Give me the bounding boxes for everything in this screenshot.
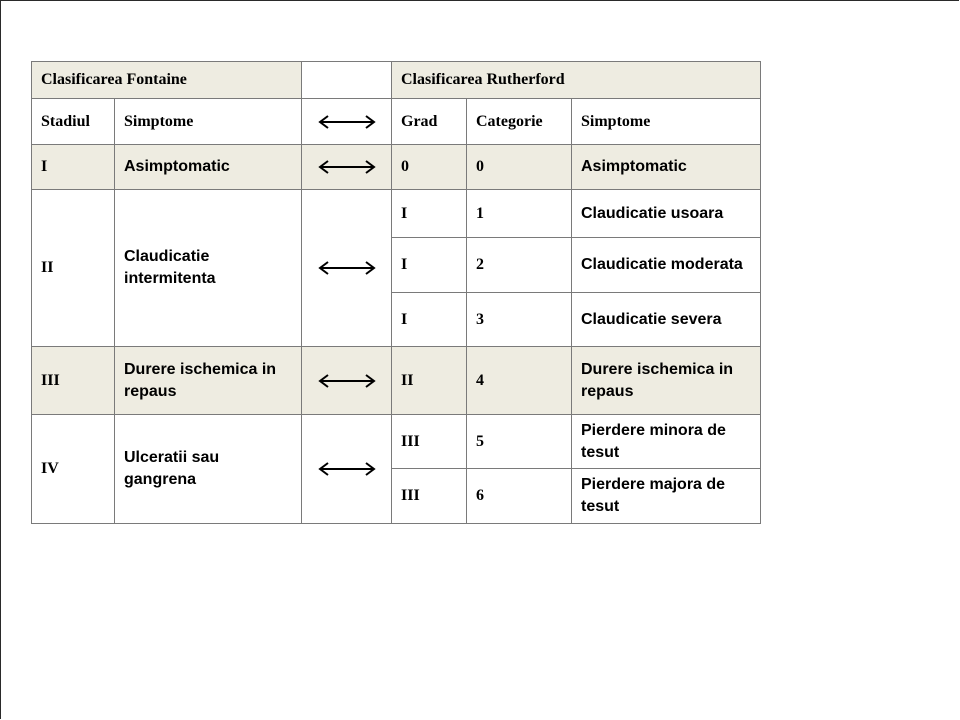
rutherford-grade: 0 <box>392 145 467 190</box>
table-row <box>32 190 761 238</box>
col-grade-header: Grad <box>392 99 467 145</box>
double-arrow-icon <box>317 115 377 129</box>
fontaine-stage: III <box>32 347 115 415</box>
rutherford-category: 5 <box>467 415 572 469</box>
arrow-cell <box>302 347 392 415</box>
rutherford-symptoms: Claudicatie moderata <box>572 238 761 293</box>
rutherford-symptoms: Durere ischemica in repaus <box>572 347 761 415</box>
column-header-row <box>32 99 761 145</box>
rutherford-grade: I <box>392 190 467 238</box>
double-arrow-icon <box>317 261 377 275</box>
col-category-header: Categorie <box>467 99 572 145</box>
fontaine-symptoms: Durere ischemica in repaus <box>115 347 302 415</box>
table-row <box>32 145 761 190</box>
table-row <box>32 415 761 469</box>
table-row <box>32 347 761 415</box>
col-fontaine-symptoms-header: Simptome <box>115 99 302 145</box>
col-rutherford-symptoms-header: Simptome <box>572 99 761 145</box>
rutherford-category: 4 <box>467 347 572 415</box>
rutherford-category: 6 <box>467 469 572 524</box>
rutherford-grade: II <box>392 347 467 415</box>
rutherford-grade: III <box>392 415 467 469</box>
classification-table <box>31 61 761 524</box>
rutherford-symptoms: Pierdere minora de tesut <box>572 415 761 469</box>
rutherford-category: 2 <box>467 238 572 293</box>
fontaine-stage: IV <box>32 415 115 524</box>
rutherford-category: 3 <box>467 293 572 347</box>
rutherford-category: 1 <box>467 190 572 238</box>
rutherford-title: Clasificarea Rutherford <box>392 62 761 99</box>
double-arrow-icon <box>317 374 377 388</box>
rutherford-symptoms: Claudicatie severa <box>572 293 761 347</box>
header-arrow-cell <box>302 99 392 145</box>
title-row <box>32 62 761 99</box>
double-arrow-icon <box>317 462 377 476</box>
arrow-cell <box>302 415 392 524</box>
fontaine-symptoms: Claudicatie intermitenta <box>115 190 302 347</box>
rutherford-symptoms: Pierdere majora de tesut <box>572 469 761 524</box>
fontaine-symptoms: Asimptomatic <box>115 145 302 190</box>
rutherford-grade: I <box>392 238 467 293</box>
fontaine-title: Clasificarea Fontaine <box>32 62 302 99</box>
fontaine-stage: II <box>32 190 115 347</box>
double-arrow-icon <box>317 160 377 174</box>
rutherford-grade: I <box>392 293 467 347</box>
arrow-cell <box>302 145 392 190</box>
rutherford-symptoms: Asimptomatic <box>572 145 761 190</box>
fontaine-stage: I <box>32 145 115 190</box>
rutherford-symptoms: Claudicatie usoara <box>572 190 761 238</box>
rutherford-category: 0 <box>467 145 572 190</box>
rutherford-grade: III <box>392 469 467 524</box>
arrow-cell <box>302 190 392 347</box>
title-spacer <box>302 62 392 99</box>
fontaine-symptoms: Ulceratii sau gangrena <box>115 415 302 524</box>
col-stage-header: Stadiul <box>32 99 115 145</box>
